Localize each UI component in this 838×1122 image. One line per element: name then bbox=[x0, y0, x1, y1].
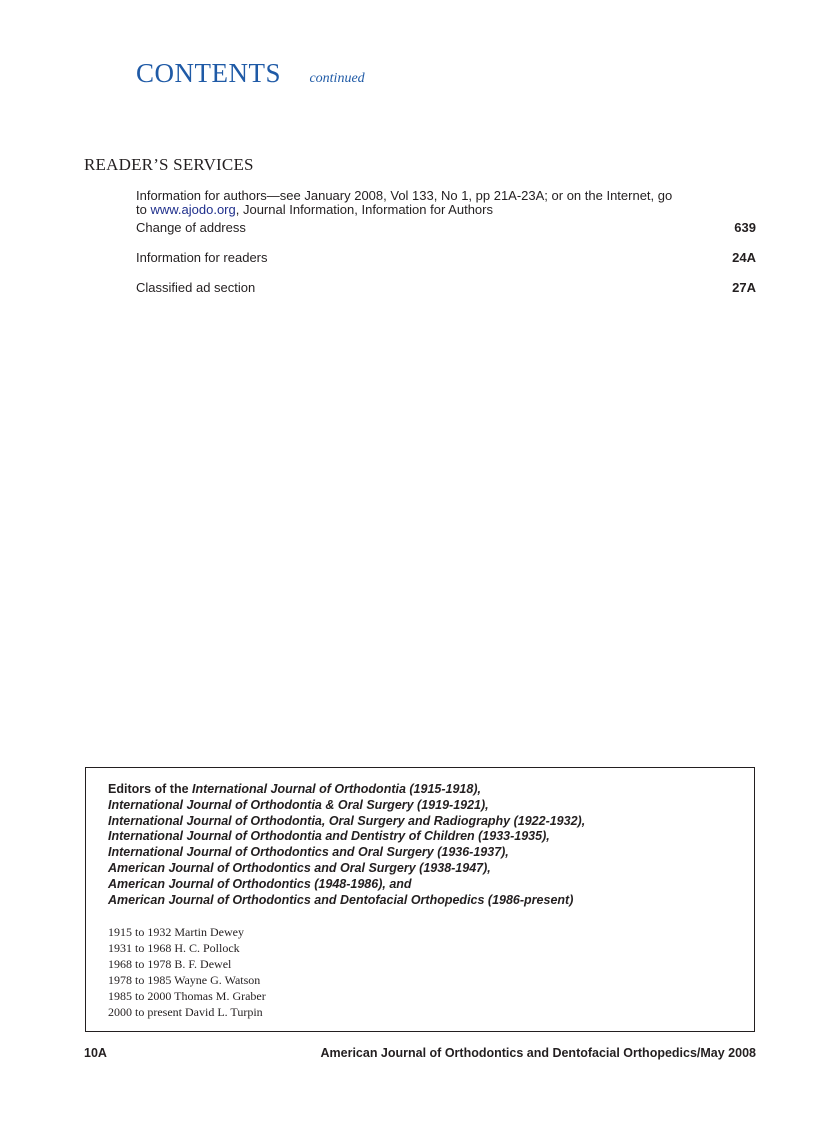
page-header bbox=[136, 58, 365, 92]
editors-intro: Editors of the bbox=[108, 782, 193, 796]
journal-name: American Journal of Orthodontics and Oral Surgery (1938-1947), bbox=[108, 860, 491, 875]
toc-list bbox=[136, 189, 756, 296]
toc-row-label: Classified ad section bbox=[136, 280, 256, 295]
editor-entry: 1915 to 1932 Martin Dewey bbox=[108, 925, 244, 939]
ajodo-link[interactable]: www.ajodo.org bbox=[150, 202, 236, 217]
editors-journals bbox=[108, 782, 585, 908]
toc-row-classified-ad-section[interactable] bbox=[136, 280, 756, 296]
info-for-authors-line1: Information for authors—see January 2008, Vol 133, No 1, pp 21A-23A; or on the Internet, go bbox=[136, 188, 673, 203]
journal-name: International Journal of Orthodontics and Oral Surgery (1936-1937), bbox=[108, 845, 509, 860]
readers-services-heading: READER’S SERVICES bbox=[84, 155, 254, 174]
toc-row-change-of-address[interactable] bbox=[136, 220, 756, 236]
continued-label: continued bbox=[309, 71, 365, 86]
editors-list bbox=[108, 925, 266, 1020]
editor-entry: 1985 to 2000 Thomas M. Graber bbox=[108, 988, 266, 1003]
editor-entry: 1931 to 1968 H. C. Pollock bbox=[108, 940, 240, 955]
toc-row-label: Change of address bbox=[136, 220, 246, 235]
editors-box bbox=[85, 767, 755, 1032]
toc-row-page: 639 bbox=[734, 220, 756, 235]
journal-name: International Journal of Orthodontia & Oral Surgery (1919-1921), bbox=[108, 797, 489, 812]
page-number: 10A bbox=[84, 1046, 107, 1060]
journal-name: International Journal of Orthodontia and Dentistry of Children (1933-1935), bbox=[108, 829, 550, 844]
toc-row-label: Information for readers bbox=[136, 250, 268, 265]
journal-name: American Journal of Orthodontics (1948-1986), and bbox=[108, 876, 412, 891]
journal-issue: American Journal of Orthodontics and Dentofacial Orthopedics/May 2008 bbox=[320, 1046, 756, 1060]
info-for-authors-line2-suffix: , Journal Information, Information for Authors bbox=[235, 202, 493, 217]
journal-name: American Journal of Orthodontics and Dentofacial Orthopedics (1986-present) bbox=[108, 892, 574, 907]
info-for-authors-line2-prefix: to bbox=[136, 202, 151, 217]
contents-title: CONTENTS bbox=[136, 58, 281, 88]
editor-entry: 1978 to 1985 Wayne G. Watson bbox=[108, 972, 261, 987]
page-footer bbox=[84, 1046, 756, 1060]
toc-row-page: 27A bbox=[732, 280, 756, 295]
toc-row-page: 24A bbox=[732, 250, 756, 265]
editor-entry: 1968 to 1978 B. F. Dewel bbox=[108, 956, 232, 971]
editor-entry: 2000 to present David L. Turpin bbox=[108, 1004, 263, 1019]
toc-row-information-for-readers[interactable] bbox=[136, 250, 756, 266]
journal-name: International Journal of Orthodontia (1915-1918), bbox=[192, 782, 481, 796]
info-for-authors-entry bbox=[136, 189, 756, 217]
journal-name: International Journal of Orthodontia, Oral Surgery and Radiography (1922-1932), bbox=[108, 813, 586, 828]
